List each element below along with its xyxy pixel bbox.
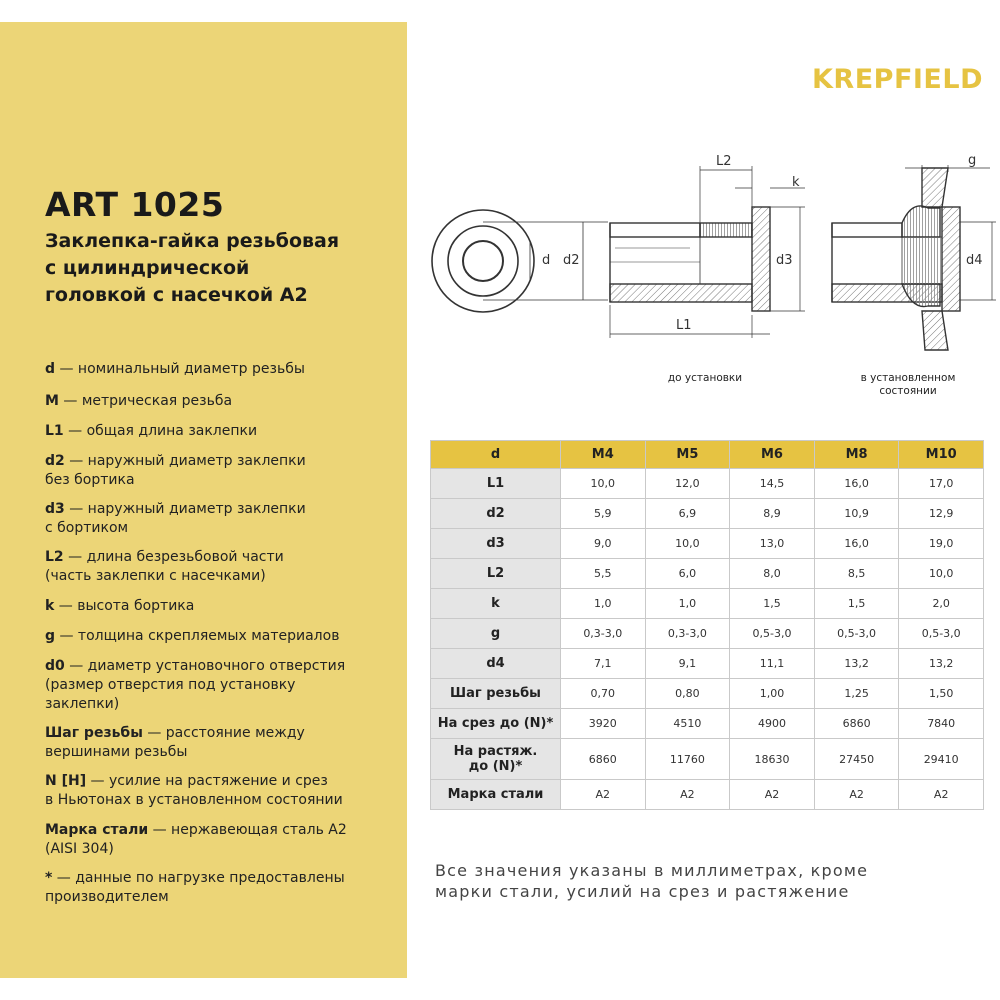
table-cell: 1,0	[645, 589, 730, 619]
table-cell: 13,2	[899, 649, 984, 679]
table-cell: 1,50	[899, 679, 984, 709]
table-cell: 6860	[561, 739, 646, 780]
note-line: марки стали, усилий на срез и растяжение	[435, 882, 850, 901]
table-cell: 8,5	[814, 559, 899, 589]
table-cell: 6,9	[645, 499, 730, 529]
table-cell: 14,5	[730, 469, 815, 499]
table-cell: 1,5	[814, 589, 899, 619]
table-cell: 8,9	[730, 499, 815, 529]
table-cell: 8,0	[730, 559, 815, 589]
column-header: M6	[730, 441, 815, 469]
table-row	[431, 619, 984, 649]
row-label: k	[431, 589, 561, 619]
table-row	[431, 469, 984, 499]
table-cell: 13,0	[730, 529, 815, 559]
row-label: d3	[431, 529, 561, 559]
table-cell: 6860	[814, 709, 899, 739]
column-header: M8	[814, 441, 899, 469]
table-cell: 16,0	[814, 529, 899, 559]
front-view	[432, 210, 608, 312]
table-cell: 19,0	[899, 529, 984, 559]
table-cell: 18630	[730, 739, 815, 780]
table-cell: 10,9	[814, 499, 899, 529]
table-cell: 12,9	[899, 499, 984, 529]
table-row	[431, 679, 984, 709]
table-cell: 0,80	[645, 679, 730, 709]
legend-item: N [H] — усилие на растяжение и срез в Ньютонах в установленном состоянии	[45, 773, 343, 808]
row-label: g	[431, 619, 561, 649]
column-header: M4	[561, 441, 646, 469]
table-cell: 17,0	[899, 469, 984, 499]
article-number: ART 1025	[45, 185, 225, 224]
dim-k-label: k	[792, 175, 800, 190]
legend-item: Шаг резьбы — расстояние между вершинами резьбы	[45, 725, 305, 760]
table-header-row	[431, 441, 984, 469]
row-label: d4	[431, 649, 561, 679]
table-row	[431, 709, 984, 739]
table-cell: 13,2	[814, 649, 899, 679]
table-cell: 0,5-3,0	[899, 619, 984, 649]
table-row	[431, 589, 984, 619]
legend-item: d — номинальный диаметр резьбы	[45, 361, 305, 377]
table-row	[431, 739, 984, 780]
table-cell: 0,5-3,0	[814, 619, 899, 649]
product-title-line: с цилиндрической	[45, 257, 250, 279]
caption-line: в установленном	[860, 372, 956, 384]
table-cell: 5,5	[561, 559, 646, 589]
dim-d4-label: d4	[966, 253, 983, 268]
brand-logo: KREPFIELD	[812, 64, 983, 95]
column-header: d	[431, 441, 561, 469]
table-cell: 6,0	[645, 559, 730, 589]
table-cell: A2	[645, 780, 730, 810]
table-cell: 1,00	[730, 679, 815, 709]
table-cell: 1,0	[561, 589, 646, 619]
product-title-line: Заклепка-гайка резьбовая	[45, 230, 340, 252]
legend-item: L1 — общая длина заклепки	[45, 423, 258, 439]
row-label: L2	[431, 559, 561, 589]
table-cell: 0,5-3,0	[730, 619, 815, 649]
table-cell: 7,1	[561, 649, 646, 679]
product-title	[45, 228, 405, 309]
table-cell: A2	[899, 780, 984, 810]
dim-L1-label: L1	[676, 318, 692, 333]
row-label: На срез до (N)*	[431, 709, 561, 739]
table-cell: 1,25	[814, 679, 899, 709]
dim-g-label: g	[968, 153, 977, 168]
table-cell: 9,0	[561, 529, 646, 559]
table-cell: 12,0	[645, 469, 730, 499]
table-cell: 10,0	[899, 559, 984, 589]
dim-d3-label: d3	[776, 253, 793, 268]
table-cell: A2	[730, 780, 815, 810]
row-label: d2	[431, 499, 561, 529]
legend-item: d2 — наружный диаметр заклепки без бортика	[45, 453, 306, 488]
legend-item: d3 — наружный диаметр заклепки с бортиком	[45, 501, 306, 536]
table-cell: 4900	[730, 709, 815, 739]
table-cell: 0,3-3,0	[561, 619, 646, 649]
table-cell: 0,3-3,0	[645, 619, 730, 649]
caption-line: состоянии	[879, 385, 937, 397]
product-title-line: головкой с насечкой А2	[45, 284, 308, 306]
table-cell: 7840	[899, 709, 984, 739]
table-cell: 10,0	[561, 469, 646, 499]
side-view-before	[610, 207, 770, 311]
table-cell: 9,1	[645, 649, 730, 679]
dim-d-label: d	[542, 253, 551, 268]
table-cell: A2	[561, 780, 646, 810]
table-row	[431, 499, 984, 529]
legend-item: g — толщина скрепляемых материалов	[45, 628, 340, 644]
row-label: Шаг резьбы	[431, 679, 561, 709]
side-view-installed	[832, 168, 960, 350]
row-label: Марка стали	[431, 780, 561, 810]
legend-item: d0 — диаметр установочного отверстия (размер отверстия под установку заклепки)	[45, 658, 346, 712]
legend-item: L2 — длина безрезьбовой части (часть заклепки с насечками)	[45, 549, 284, 584]
table-cell: 11,1	[730, 649, 815, 679]
units-note	[435, 860, 955, 902]
table-row	[431, 529, 984, 559]
legend-item: k — высота бортика	[45, 598, 195, 614]
table-row	[431, 780, 984, 810]
table-cell: 1,5	[730, 589, 815, 619]
column-header: M10	[899, 441, 984, 469]
legend-item: * — данные по нагрузке предоставлены производителем	[45, 870, 345, 905]
table-cell: 29410	[899, 739, 984, 780]
table-cell: 10,0	[645, 529, 730, 559]
table-cell: 2,0	[899, 589, 984, 619]
legend-item: Марка стали — нержавеющая сталь А2 (AISI 304)	[45, 822, 347, 857]
specifications-table	[430, 440, 984, 810]
table-cell: 0,70	[561, 679, 646, 709]
table-cell: 16,0	[814, 469, 899, 499]
caption-after-install	[838, 372, 978, 398]
side-view-dimensions	[610, 166, 805, 338]
row-label: L1	[431, 469, 561, 499]
caption-before-install: до установки	[667, 372, 743, 384]
table-cell: 4510	[645, 709, 730, 739]
note-line: Все значения указаны в миллиметрах, кроме	[435, 861, 869, 880]
table-cell: 5,9	[561, 499, 646, 529]
table-cell: A2	[814, 780, 899, 810]
row-label: На растяж. до (N)*	[431, 739, 561, 780]
dim-d2-label: d2	[563, 253, 580, 268]
table-cell: 27450	[814, 739, 899, 780]
column-header: M5	[645, 441, 730, 469]
dim-L2-label: L2	[716, 154, 732, 169]
table-row	[431, 559, 984, 589]
table-row	[431, 649, 984, 679]
table-cell: 3920	[561, 709, 646, 739]
table-cell: 11760	[645, 739, 730, 780]
legend-item: M — метрическая резьба	[45, 393, 233, 409]
